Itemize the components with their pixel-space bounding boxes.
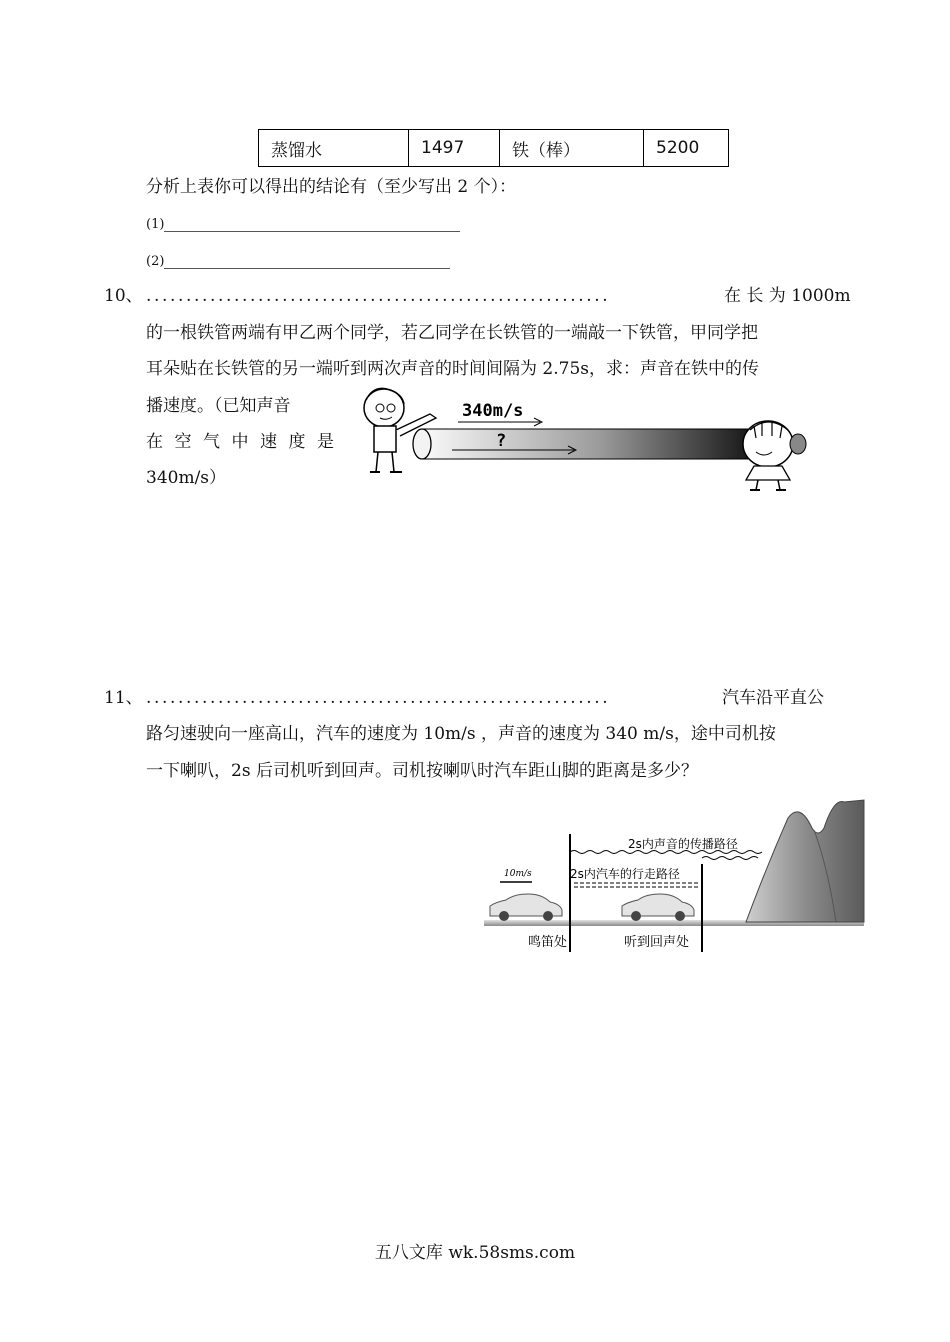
iron-speed-label: ? xyxy=(496,431,507,451)
q10-char: 度 xyxy=(288,432,306,452)
blank-rule-1 xyxy=(164,215,460,232)
sound-path-wave-return xyxy=(702,857,758,860)
car-at-honk xyxy=(490,894,562,921)
blank-label-2: (2) xyxy=(146,254,165,269)
q10-char: 中 xyxy=(231,432,249,452)
q11-line2: 路匀速驶向一座高山，汽车的速度为 10m/s ，声音的速度为 340 m/s，途中司机按 xyxy=(146,724,776,744)
q10-dots: .......................................................... xyxy=(146,286,611,306)
table-cell-speed2: 5200 xyxy=(644,130,729,167)
answer-blank-2[interactable] xyxy=(146,250,450,269)
car-speed-label: 10m/s xyxy=(504,869,532,879)
q10-line3: 耳朵贴在长铁管的另一端听到两次声音的时间间隔为 2.75s，求：声音在铁中的传 xyxy=(146,359,759,379)
q10-char: 气 xyxy=(203,432,220,452)
car-at-echo xyxy=(622,894,694,921)
table-cell-speed1: 1497 xyxy=(409,130,500,167)
table-cell-medium1: 蒸馏水 xyxy=(259,130,409,167)
table-cell-medium2: 铁（棒） xyxy=(500,130,644,167)
echo-label: 听到回声处 xyxy=(624,935,690,950)
q10-line1-tail: 在 长 为 1000m xyxy=(724,286,851,306)
q10-char: 是 xyxy=(317,432,334,452)
iron-pipe-figure xyxy=(358,386,828,496)
speed-table xyxy=(258,129,729,167)
q10-char: 空 xyxy=(174,432,192,452)
answer-blank-1[interactable] xyxy=(146,213,460,232)
honk-label: 鸣笛处 xyxy=(528,935,568,950)
table-row xyxy=(259,130,729,167)
page-footer: 五八文库 wk.58sms.com xyxy=(374,1243,576,1263)
q11-line3: 一下喇叭，2s 后司机听到回声。司机按喇叭时汽车距山脚的距离是多少？ xyxy=(146,761,698,781)
q11-number: 11、 xyxy=(104,688,143,708)
q10-line6: 340m/s） xyxy=(146,468,227,488)
mountain xyxy=(746,800,864,922)
echo-figure xyxy=(484,798,866,954)
q11-line1-tail: 汽车沿平直公 xyxy=(722,688,824,708)
q10-line5 xyxy=(146,427,334,457)
q10-char: 在 xyxy=(146,432,163,452)
q10-line2: 的一根铁管两端有甲乙两个同学，若乙同学在长铁管的一端敲一下铁管，甲同学把 xyxy=(146,323,758,343)
q10-char: 速 xyxy=(260,432,277,452)
q10-line4: 播速度。（已知声音 xyxy=(146,396,291,416)
air-speed-label: 340m/s xyxy=(462,401,524,421)
blank-label-1: (1) xyxy=(146,217,165,232)
iron-pipe xyxy=(413,429,748,459)
q11-dots: .......................................................... xyxy=(146,688,611,708)
sound-path-label: 2s内声音的传播路径 xyxy=(628,837,738,851)
girl-figure xyxy=(743,421,806,490)
analysis-prompt: 分析上表你可以得出的结论有（至少写出 2 个）： xyxy=(146,177,517,197)
q10-number: 10、 xyxy=(104,286,143,306)
blank-rule-2 xyxy=(164,252,450,269)
car-path-label: 2s内汽车的行走路径 xyxy=(570,867,680,881)
